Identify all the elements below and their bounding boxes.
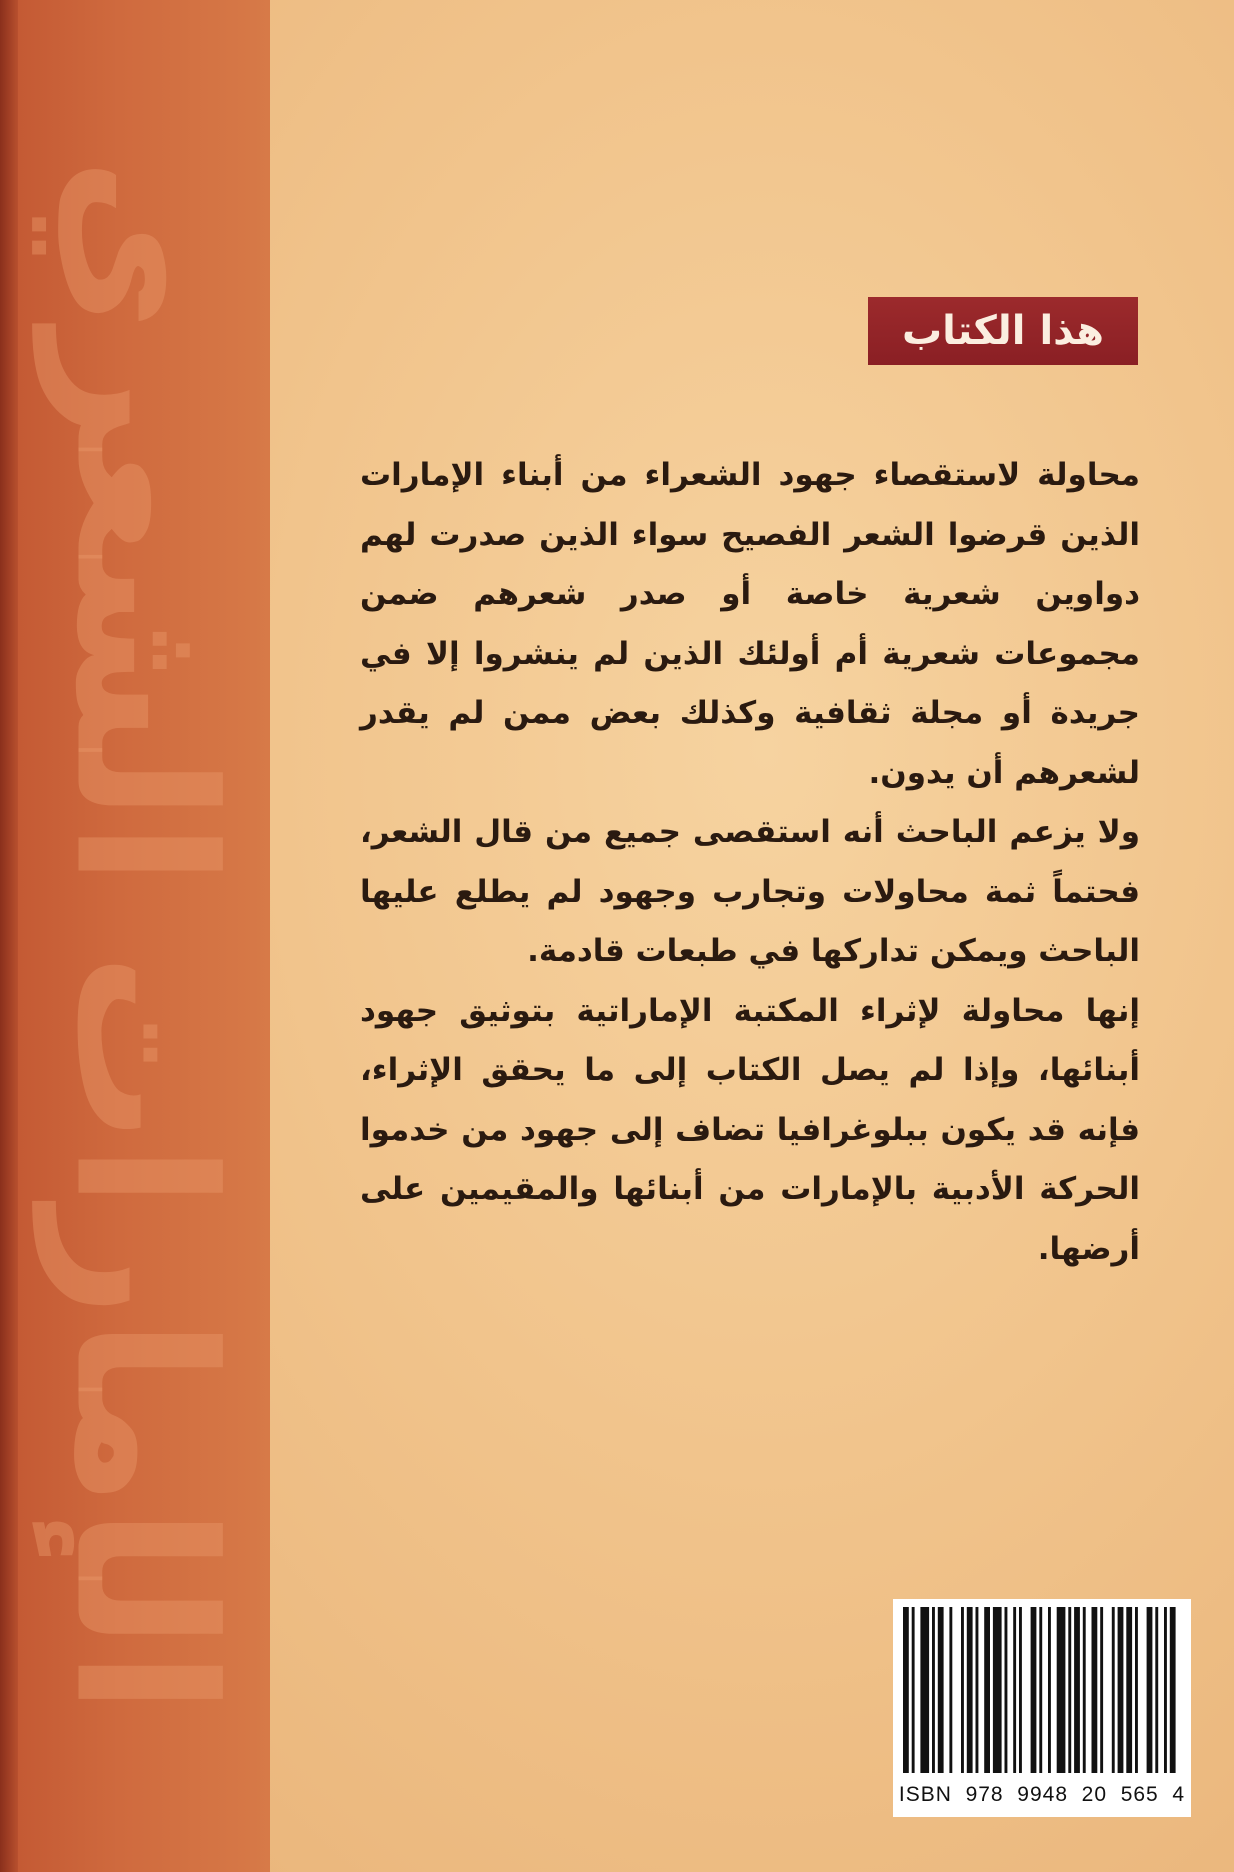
barcode-bar: [938, 1607, 944, 1773]
barcode-bar: [1048, 1607, 1051, 1773]
title-banner: [868, 297, 1138, 365]
barcode-bar: [1039, 1607, 1042, 1773]
barcode-bar: [1031, 1607, 1037, 1773]
barcode-bar: [912, 1607, 915, 1773]
barcode-bar: [1068, 1607, 1071, 1773]
blurb-paragraph-1: محاولة لاستقصاء جهود الشعراء من أبناء الإمارات الذين قرضوا الشعر الفصيح سواء الذين صدرت لهم دواوين شعرية خاصة أو صدر شعرهم ضمن مجموعات شعرية أم أولئك الذين لم ينشروا إلا في جريدة أو مجلة ثقافية وكذلك بعض ممن لم يقدر لشعرهم أن يدون.: [360, 457, 1140, 791]
barcode-bar: [920, 1607, 929, 1773]
barcode-box: [893, 1599, 1191, 1817]
barcode-bar: [1005, 1607, 1008, 1773]
barcode-bar: [984, 1607, 990, 1773]
barcode-bar: [1019, 1607, 1022, 1773]
barcode-bar: [976, 1607, 979, 1773]
barcode-bar: [1135, 1607, 1138, 1773]
barcode-bar: [993, 1607, 1002, 1773]
isbn-number: ISBN 978 9948 20 565 4: [898, 1783, 1186, 1806]
barcode-icon: [899, 1607, 1185, 1773]
barcode-bar: [1147, 1607, 1153, 1773]
barcode-bar: [903, 1607, 909, 1773]
book-title: هذا الكتاب: [901, 308, 1104, 354]
barcode-bar: [1155, 1607, 1158, 1773]
spine-watermark-text: الإمارات الشعري: [33, 157, 255, 1715]
barcode-bar: [949, 1607, 952, 1773]
barcode-bar: [1083, 1607, 1086, 1773]
spine-edge: [0, 0, 18, 1872]
barcode-bar: [961, 1607, 964, 1773]
barcode-bar: [1013, 1607, 1016, 1773]
barcode-bar: [1170, 1607, 1176, 1773]
barcode-bar: [1100, 1607, 1103, 1773]
barcode-bar: [1057, 1607, 1066, 1773]
spine-band: [18, 0, 270, 1872]
barcode-bar: [932, 1607, 935, 1773]
barcode-bar: [967, 1607, 973, 1773]
barcode-bar: [1074, 1607, 1080, 1773]
barcode-bar: [1126, 1607, 1132, 1773]
barcode-bar: [1092, 1607, 1098, 1773]
blurb-paragraph-3: إنها محاولة لإثراء المكتبة الإماراتية بتوثيق جهود أبنائها، وإذا لم يصل الكتاب إلى ما يحقق الإثراء، فإنه قد يكون ببلوغرافيا تضاف إلى جهود من خدموا الحركة الأدبية بالإمارات من أبنائها والمقيمين على أرضها.: [360, 992, 1140, 1267]
barcode-bar: [1118, 1607, 1124, 1773]
barcode-bar: [1112, 1607, 1115, 1773]
barcode-bar: [1164, 1607, 1167, 1773]
blurb: [360, 446, 1140, 1279]
blurb-paragraph-2: ولا يزعم الباحث أنه استقصى جميع من قال الشعر، فحتماً ثمة محاولات وتجارب وجهود لم يطلع عليها الباحث ويمكن تداركها في طبعات قادمة.: [360, 814, 1140, 969]
